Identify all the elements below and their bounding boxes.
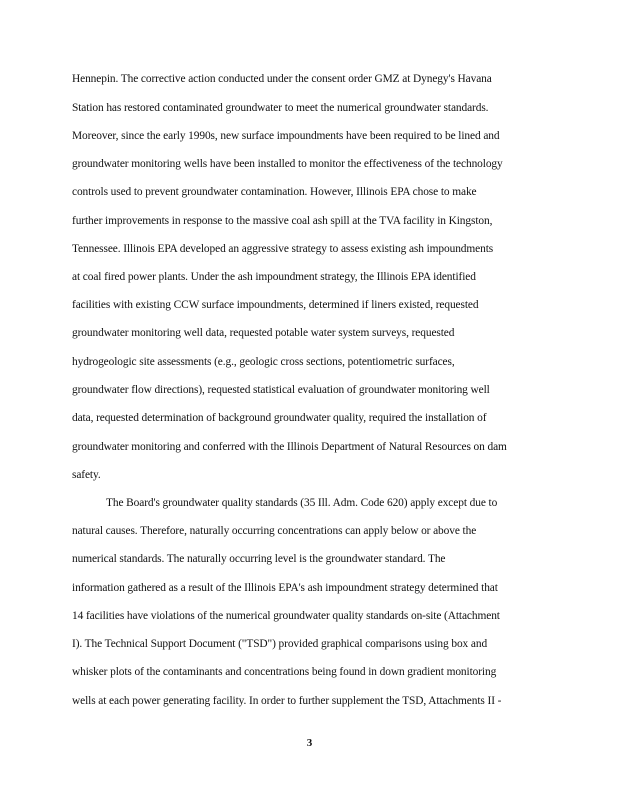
body-text-line: safety. — [72, 469, 101, 481]
body-text-line: 14 facilities have violations of the numerical groundwater quality standards on-site (Attachment — [72, 610, 500, 622]
body-text-line: groundwater flow directions), requested statistical evaluation of groundwater monitoring well — [72, 384, 490, 396]
body-text-line: further improvements in response to the massive coal ash spill at the TVA facility in Kingston, — [72, 215, 493, 227]
page-number: 3 — [306, 737, 313, 749]
body-text-line: groundwater monitoring wells have been installed to monitor the effectiveness of the technology — [72, 158, 503, 170]
body-text-line: information gathered as a result of the Illinois EPA's ash impoundment strategy determined that — [72, 582, 498, 594]
body-text-line: wells at each power generating facility. In order to further supplement the TSD, Attachments II - — [72, 695, 502, 707]
body-text-line: whisker plots of the contaminants and concentrations being found in down gradient monitoring — [72, 666, 497, 678]
body-text-line: at coal fired power plants. Under the ash impoundment strategy, the Illinois EPA identified — [72, 271, 476, 283]
body-text-line: natural causes. Therefore, naturally occurring concentrations can apply below or above the — [72, 525, 477, 537]
body-text-line: Station has restored contaminated groundwater to meet the numerical groundwater standards. — [72, 102, 489, 114]
body-text-line: Hennepin. The corrective action conducted under the consent order GMZ at Dynegy's Havana — [72, 73, 492, 85]
body-text-line: The Board's groundwater quality standards (35 Ill. Adm. Code 620) apply except due to — [106, 497, 498, 509]
body-text-line: facilities with existing CCW surface impoundments, determined if liners existed, requested — [72, 299, 479, 311]
body-text-line: Moreover, since the early 1990s, new surface impoundments have been required to be lined and — [72, 130, 500, 142]
body-text-line: controls used to prevent groundwater contamination. However, Illinois EPA chose to make — [72, 186, 477, 198]
body-text-line: groundwater monitoring well data, requested potable water system surveys, requested — [72, 327, 455, 339]
body-text-line: groundwater monitoring and conferred with the Illinois Department of Natural Resources on dam — [72, 441, 507, 453]
body-text-line: hydrogeologic site assessments (e.g., geologic cross sections, potentiometric surfaces, — [72, 356, 455, 368]
body-text-line: numerical standards. The naturally occurring level is the groundwater standard. The — [72, 553, 446, 565]
body-text-line: Tennessee. Illinois EPA developed an aggressive strategy to assess existing ash impoundments — [72, 243, 494, 255]
body-text-line: I). The Technical Support Document ("TSD") provided graphical comparisons using box and — [72, 638, 488, 650]
body-text-line: data, requested determination of background groundwater quality, required the installation of — [72, 412, 487, 424]
